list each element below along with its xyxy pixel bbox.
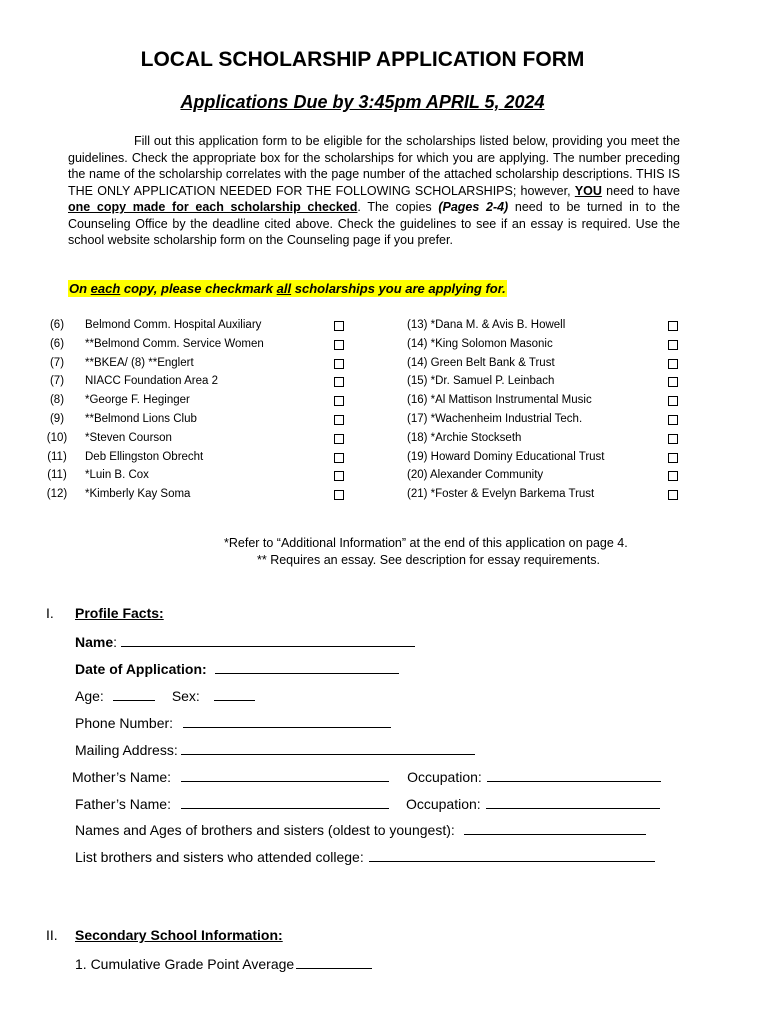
scholarship-name: (21) *Foster & Evelyn Barkema Trust — [407, 488, 595, 501]
scholarship-checkbox[interactable] — [334, 359, 344, 369]
hl-end: scholarships you are applying for. — [291, 281, 506, 296]
application-deadline: Applications Due by 3:45pm APRIL 5, 2024 — [180, 92, 545, 112]
scholarship-checkbox[interactable] — [668, 434, 678, 444]
scholarship-checkbox[interactable] — [668, 340, 678, 350]
scholarship-name: (17) *Wachenheim Industrial Tech. — [407, 413, 583, 425]
scholarship-page-number: (6) — [49, 319, 65, 331]
scholarship-page-number: (12) — [46, 488, 68, 501]
hl-each: each — [90, 281, 121, 296]
scholarship-name: **Belmond Comm. Service Women — [85, 337, 264, 350]
scholarship-name: (18) *Archie Stockseth — [407, 431, 522, 444]
scholarship-checkbox[interactable] — [668, 321, 678, 331]
scholarship-page-number: (11) — [47, 450, 67, 463]
scholarship-checkbox[interactable] — [668, 415, 678, 425]
intro-text-4: need to be turned in to the Counseling Office by the deadline cited above. Check the guidelines to see if an essay is required. Use the school website scholarship form on the Counseling page if you prefer. — [68, 200, 680, 247]
mother-row — [72, 767, 661, 785]
gpa-label: 1. Cumulative Grade Point Average — [75, 956, 295, 972]
name-label: Name — [75, 634, 114, 650]
mother-label: Mother’s Name: — [72, 769, 172, 785]
scholarship-name: **BKEA/ (8) **Englert — [85, 356, 194, 369]
additional-info-note: *Refer to “Additional Information” at the end of this application on page 4. — [224, 536, 628, 550]
father-field[interactable] — [181, 794, 389, 809]
scholarship-checkbox[interactable] — [334, 434, 344, 444]
sex-field[interactable] — [214, 686, 255, 701]
scholarship-name: (19) Howard Dominy Educational Trust — [407, 450, 605, 463]
siblings-row — [75, 820, 646, 838]
scholarship-checkbox[interactable] — [334, 490, 344, 500]
scholarship-checkbox[interactable] — [334, 396, 344, 406]
scholarship-checkbox[interactable] — [334, 453, 344, 463]
scholarship-checkbox[interactable] — [334, 340, 344, 350]
name-colon: : — [113, 634, 118, 650]
scholarship-name: NIACC Foundation Area 2 — [85, 375, 218, 388]
scholarship-name: (14) Green Belt Bank & Trust — [407, 356, 555, 369]
siblings-field[interactable] — [464, 820, 646, 835]
scholarship-checkbox[interactable] — [668, 490, 678, 500]
hl-mid: copy, please checkmark — [120, 281, 277, 296]
mailing-label: Mailing Address: — [75, 742, 178, 758]
age-row — [75, 686, 255, 704]
intro-pages: (Pages 2-4) — [438, 200, 509, 214]
gpa-row — [75, 954, 372, 972]
scholarship-checkbox[interactable] — [668, 396, 678, 406]
scholarship-name: (14) *King Solomon Masonic — [407, 337, 553, 350]
father-label: Father’s Name: — [75, 796, 171, 812]
section-2-number: II. — [46, 927, 58, 943]
scholarship-page-number: (7) — [49, 375, 65, 388]
scholarship-checkbox[interactable] — [668, 453, 678, 463]
scholarship-page-number: (6) — [49, 337, 65, 350]
scholarship-page-number: (9) — [49, 413, 65, 425]
phone-field[interactable] — [183, 713, 391, 728]
section-1-heading: Profile Facts: — [75, 605, 164, 621]
scholarship-name: *Steven Courson — [85, 431, 172, 444]
college-label: List brothers and sisters who attended college: — [75, 849, 364, 865]
scholarship-name: **Belmond Lions Club — [85, 413, 197, 425]
intro-text-1: Fill out this application form to be eligible for the scholarships listed below, providing you meet the guidelines. Check the appropriate box for the scholarships for which you are applying. The number preceding the name of the scholarship correlates with the page number of the attached scholarship descriptions. THIS IS THE ONLY APPLICATION NEEDED FOR THE FOLLOWING SCHOLARSHIPS; however, — [68, 134, 680, 198]
scholarship-page-number: (8) — [49, 394, 65, 407]
scholarship-checkbox[interactable] — [334, 471, 344, 481]
section-2-heading: Secondary School Information: — [75, 927, 283, 943]
hl-on: On — [69, 281, 91, 296]
age-label: Age: — [75, 688, 104, 704]
mother-field[interactable] — [181, 767, 389, 782]
scholarship-page-number: (10) — [46, 431, 68, 444]
name-field[interactable] — [121, 632, 415, 647]
form-title: LOCAL SCHOLARSHIP APPLICATION FORM — [140, 48, 585, 71]
scholarship-name: (16) *Al Mattison Instrumental Music — [407, 394, 592, 407]
instructions-paragraph — [68, 133, 680, 249]
scholarship-name: (15) *Dr. Samuel P. Leinbach — [407, 375, 555, 388]
phone-row — [75, 713, 391, 731]
intro-text-2: need to have — [601, 183, 680, 198]
age-field[interactable] — [113, 686, 155, 701]
scholarship-page-number: (7) — [49, 356, 65, 369]
intro-you: YOU — [574, 183, 602, 198]
scholarship-name: Deb Ellingston Obrecht — [85, 450, 204, 463]
scholarship-name: *Luin B. Cox — [85, 469, 149, 482]
scholarship-page-number: (11) — [47, 469, 67, 482]
father-occupation-field[interactable] — [486, 794, 660, 809]
date-field[interactable] — [215, 659, 399, 674]
section-1-number: I. — [46, 605, 54, 621]
scholarship-checkbox[interactable] — [334, 415, 344, 425]
essay-note: ** Requires an essay. See description for essay requirements. — [257, 553, 600, 567]
checkmark-instruction — [68, 280, 507, 297]
mailing-field[interactable] — [181, 740, 475, 755]
mailing-row — [75, 740, 475, 758]
siblings-label: Names and Ages of brothers and sisters (oldest to youngest): — [75, 822, 455, 838]
scholarship-name: *George F. Heginger — [85, 394, 190, 407]
date-label: Date of Application: — [75, 661, 207, 677]
date-row — [75, 659, 399, 677]
scholarship-name: (20) Alexander Community — [407, 469, 544, 482]
gpa-field[interactable] — [296, 954, 372, 969]
name-row — [75, 632, 415, 650]
scholarship-name: Belmond Comm. Hospital Auxiliary — [85, 319, 262, 331]
phone-label: Phone Number: — [75, 715, 174, 731]
father-row — [75, 794, 660, 812]
hl-all: all — [276, 281, 292, 296]
intro-text-3: . The copies — [357, 200, 439, 214]
scholarship-checkbox[interactable] — [668, 471, 678, 481]
scholarship-checkbox[interactable] — [668, 377, 678, 387]
college-field[interactable] — [369, 847, 655, 862]
scholarship-checkbox[interactable] — [334, 377, 344, 387]
college-row — [75, 847, 655, 865]
father-occupation-label: Occupation: — [405, 796, 481, 812]
scholarship-checkbox[interactable] — [668, 359, 678, 369]
intro-one-copy: one copy made for each scholarship checked — [68, 200, 358, 214]
mother-occupation-field[interactable] — [487, 767, 661, 782]
sex-label: Sex: — [171, 688, 200, 704]
scholarship-name: *Kimberly Kay Soma — [85, 488, 191, 501]
scholarship-checkbox[interactable] — [334, 321, 344, 331]
mother-occupation-label: Occupation: — [407, 769, 482, 785]
scholarship-name: (13) *Dana M. & Avis B. Howell — [407, 319, 566, 331]
